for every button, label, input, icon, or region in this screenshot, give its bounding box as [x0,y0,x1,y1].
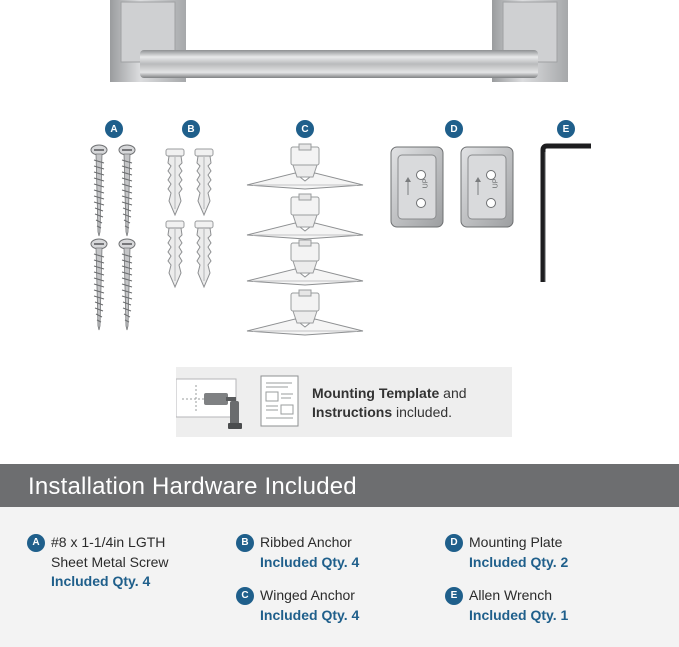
template-note-rest-2: included. [392,404,453,420]
towel-bar-image [0,0,679,90]
legend-item-b-line1: Ribbed Anchor [260,534,352,550]
legend-badge-d: D [445,534,463,552]
template-note-bold-2: Instructions [312,404,393,420]
label-a-badge: A [105,120,123,138]
legend-badge-c: C [236,587,254,605]
legend-item-c-line1: Winged Anchor [260,587,355,603]
winged-anchors-image [245,143,365,338]
template-note-panel [176,367,512,437]
legend-item-a [32,533,169,592]
legend-item-b-qty: Included Qty. 4 [260,553,360,570]
template-note-text [312,384,467,422]
allen-wrench-image [535,140,595,290]
section-banner [0,464,679,507]
instructions-document-icon [260,375,300,429]
legend-item-a-qty: Included Qty. 4 [51,573,151,589]
legend-item-d [450,533,569,572]
screws-image [85,140,145,340]
banner-title: Installation Hardware Included [28,473,357,500]
label-b-badge: B [182,120,200,138]
legend-badge-a: A [27,534,45,552]
label-d-badge: D [445,120,463,138]
template-note-rest-1: and [439,385,467,401]
ribbed-anchors-image [160,145,220,290]
label-e-badge: E [557,120,575,138]
label-c-badge: C [296,120,314,138]
legend-item-c-qty: Included Qty. 4 [260,606,360,623]
legend-item-c [241,586,360,625]
legend-item-a-line2: Sheet Metal Screw [51,553,169,570]
legend-item-d-qty: Included Qty. 2 [469,553,569,570]
legend-badge-b: B [236,534,254,552]
legend-badge-e: E [445,587,463,605]
legend-item-a-line1: #8 x 1-1/4in LGTH [51,534,166,550]
legend-item-b [241,533,360,572]
legend-item-e-qty: Included Qty. 1 [469,606,569,623]
plate-up-marking-right: UP [492,178,500,189]
plate-up-marking-left: UP [422,178,430,189]
drill-template-icon [176,375,246,430]
template-note-bold-1: Mounting Template [312,385,440,401]
legend-item-d-line1: Mounting Plate [469,534,563,550]
legend-item-e-line1: Allen Wrench [469,587,553,603]
hardware-legend [0,507,679,647]
legend-item-e [450,586,569,625]
